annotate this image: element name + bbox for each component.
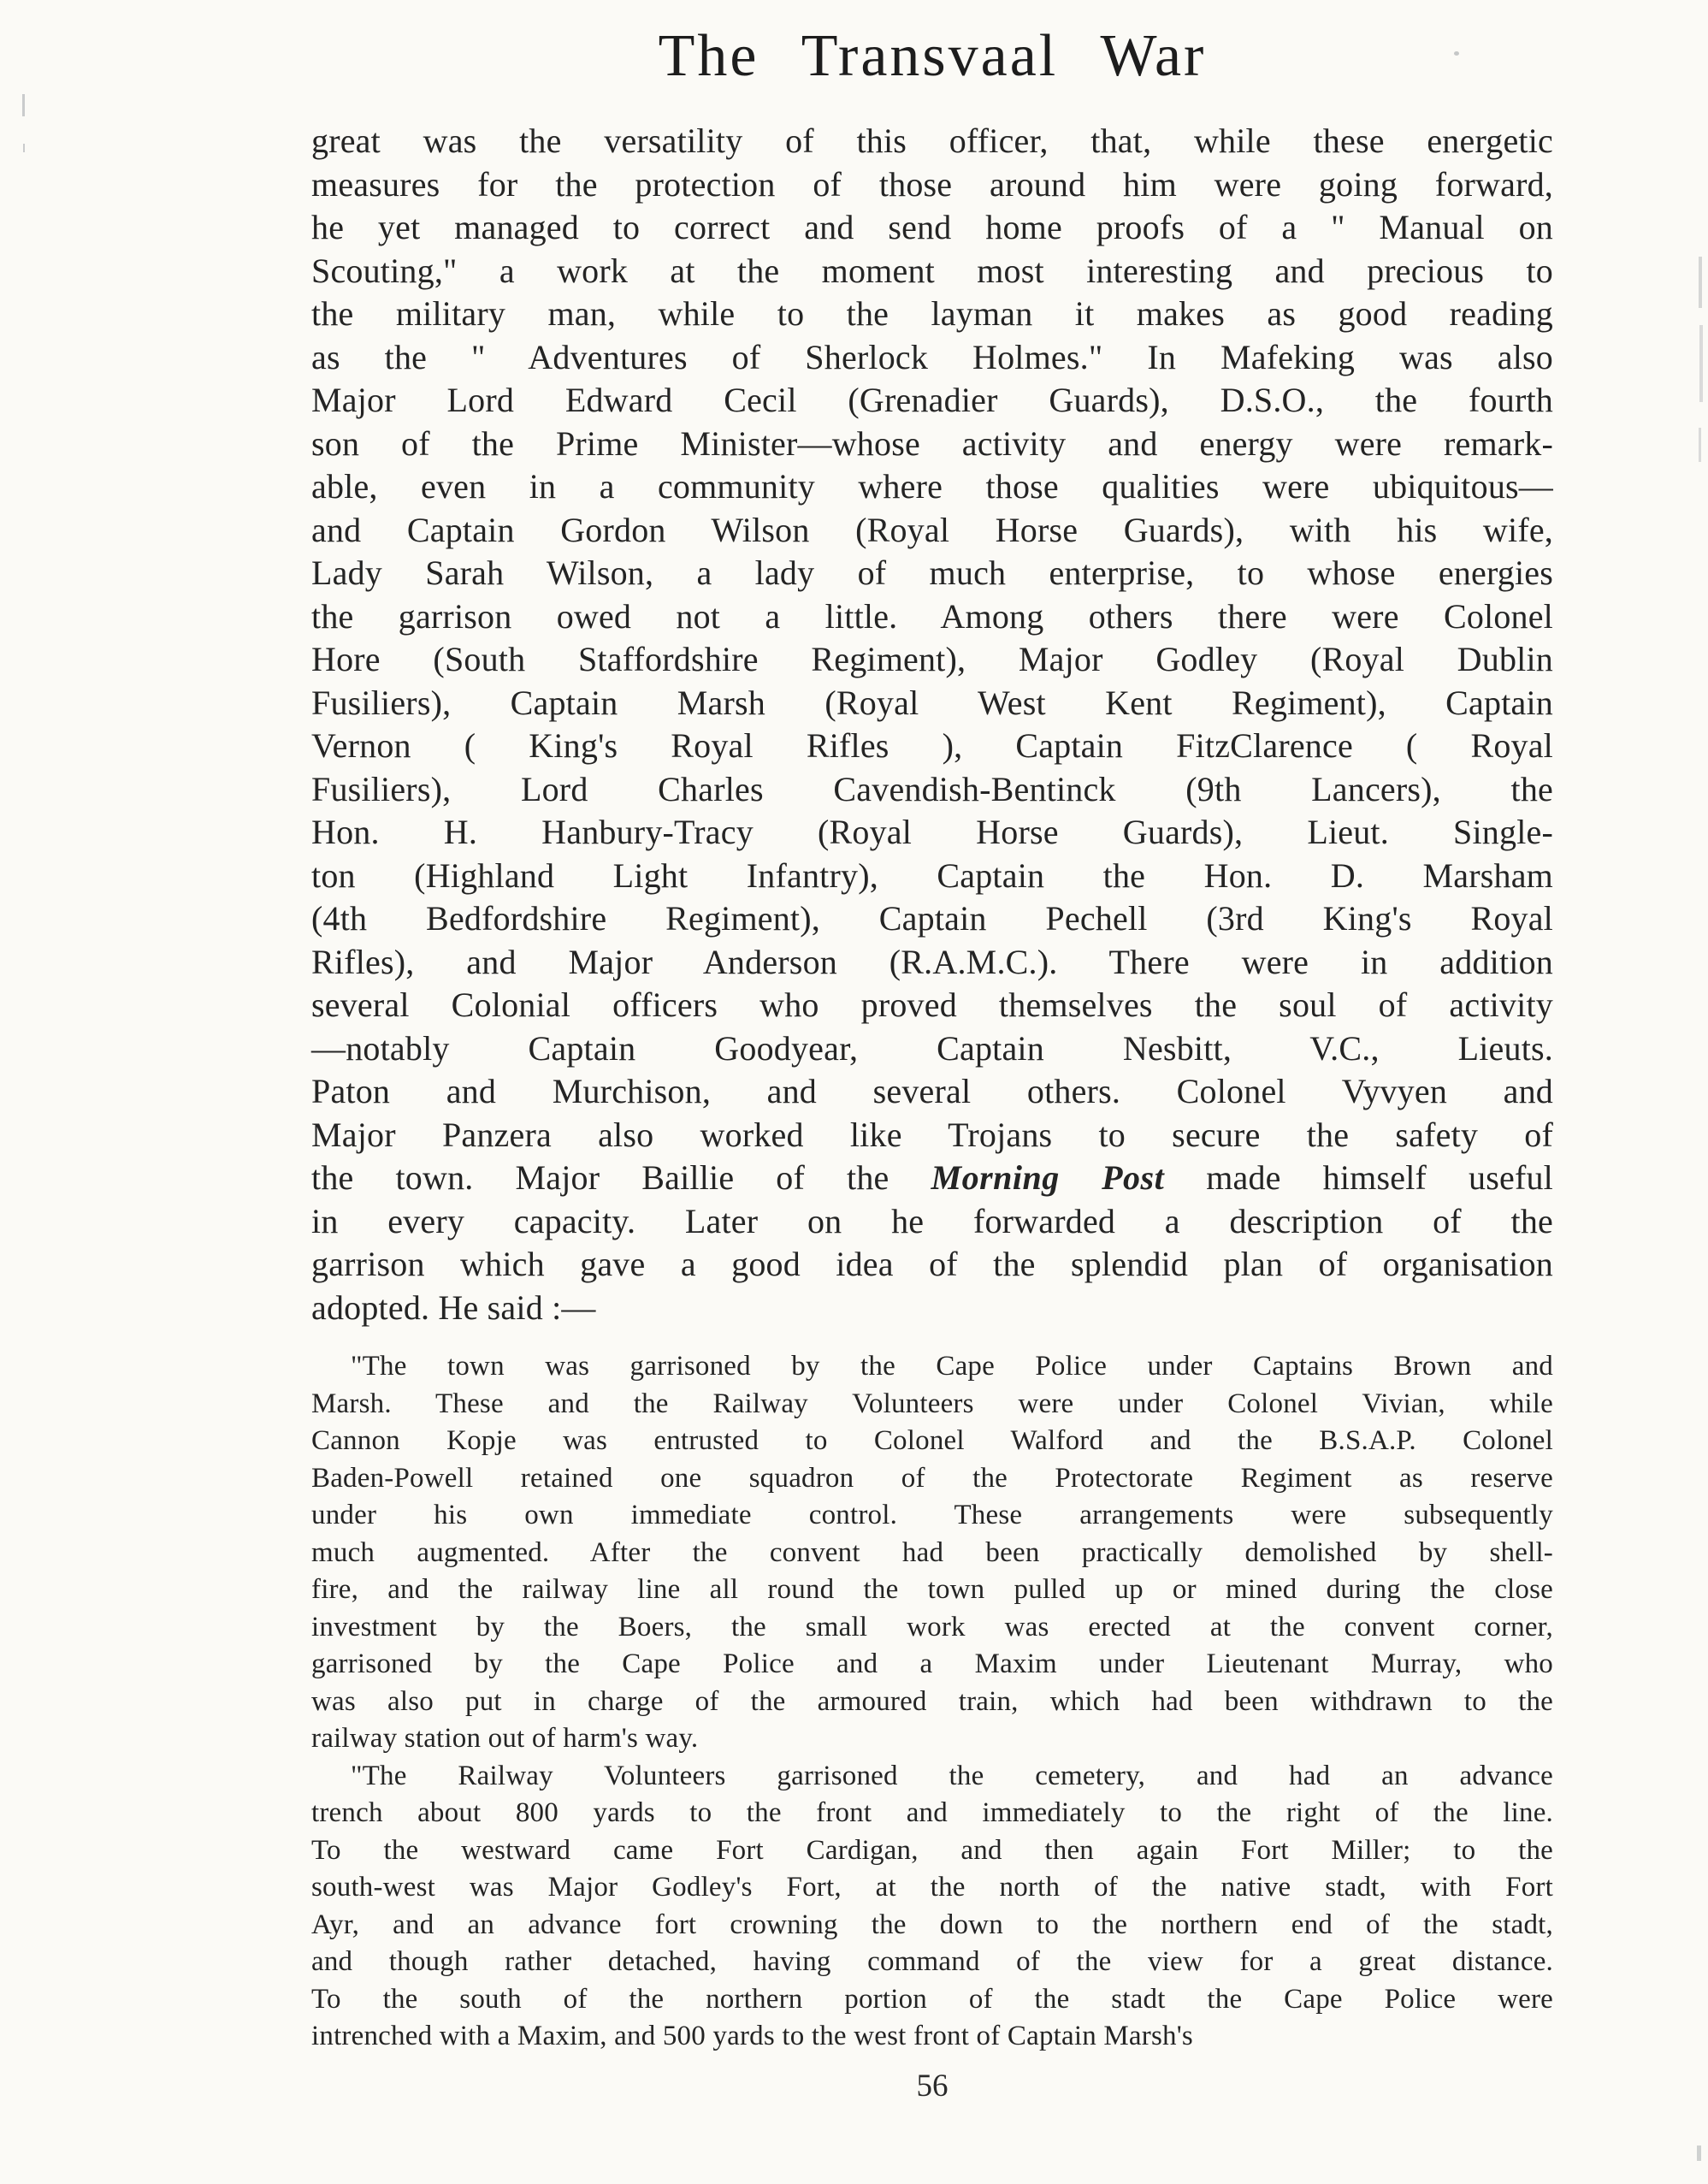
quoted-paragraph-2: "The Railway Volunteers garrisoned the cemetery, and had an advance trench about 800 yards to the front and immediately to the right of the line. To the westward came Fort Cardigan, and then again Fort Miller; to the south-west was Major Godley's Fort, at the north of the native stadt, with Fort Ayr, and an advance fort crowning the down to the northern end of the stadt, and though rather detached, having command of the view for a great distance. To the south of the northern portion of the stadt the Cape Police were intrenched with a Maxim, and 500 yards to the west front of Captain Marsh's [311, 1760, 1553, 2051]
page-title: The Transvaal War [658, 23, 1207, 89]
scan-artifact [1699, 257, 1702, 308]
scan-artifact [1699, 428, 1701, 462]
scan-artifact [22, 94, 25, 116]
main-paragraph: great was the versatility of this officer, that, while these energetic measures for the protection of those around him were going forward, he yet managed to correct and send home proofs of a " Manual on Scouting," a work at the moment most interesting and precious to the military man, while to the layman it makes as good reading as the " Adventures of Sherlock Holmes." In Mafeking was also Major Lord Edward Cecil (Grenadier Guards), D.S.O., the fourth son of the Prime Minister—whose activity and energy were remark- able, even in a community where those qualities were ubiquitous— and Captain Gordon Wilson (Royal Horse Guards), with his wife, Lady Sarah Wilson, a lady of much enterprise, to whose energies the garrison owed not a little. Among others there were Colonel Hore (South Staffordshire Regiment), Major Godley (Royal Dublin Fusiliers), Captain Marsh (Royal West Kent Regiment), Captain Vernon ( King's Royal Rifles ), Captain FitzClarence ( Royal Fusiliers), Lord Charles Cavendish-Bentinck (9th Lancers), the Hon. H. Hanbury-Tracy (Royal Horse Guards), Lieut. Single- ton (Highland Light Infantry), Captain the Hon. D. Marsham (4th Bedfordshire Regiment), Captain Pechell (3rd King's Royal Rifles), and Major Anderson (R.A.M.C.). There were in addition several Colonial officers who proved themselves the soul of activity —notably Captain Goodyear, Captain Nesbitt, V.C., Lieuts. Paton and Murchison, and several others. Colonel Vyvyen and Major Panzera also worked like Trojans to secure the safety of the town. Major Baillie of the Morning Post made himself useful in every capacity. Later on he forwarded a description of the garrison which gave a good idea of the splendid plan of organisation adopted. He said :— [311, 121, 1553, 1327]
scan-artifact [1697, 2146, 1701, 2161]
quoted-paragraph-1: "The town was garrisoned by the Cape Police under Captains Brown and Marsh. These and the Railway Volunteers were under Colonel Vivian, while Cannon Kopje was entrusted to Colonel Walford and the B.S.A.P. Colonel Baden-Powell retained one squadron of the Protectorate Regiment as reserve under his own immediate control. These arrangements were subsequently much augmented. After the convent had been practically demolished by shell- fire, and the railway line all round the town pulled up or mined during the close investment by the Boers, the small work was erected at the convent corner, garrisoned by the Cape Police and a Maxim under Lieutenant Murray, who was also put in charge of the armoured train, which had been withdrawn to the railway station out of harm's way. [311, 1351, 1553, 1754]
scan-artifact [1699, 325, 1703, 402]
text-block [311, 22, 1553, 2104]
page-number: 56 [916, 2068, 949, 2104]
scan-artifact [23, 144, 25, 152]
